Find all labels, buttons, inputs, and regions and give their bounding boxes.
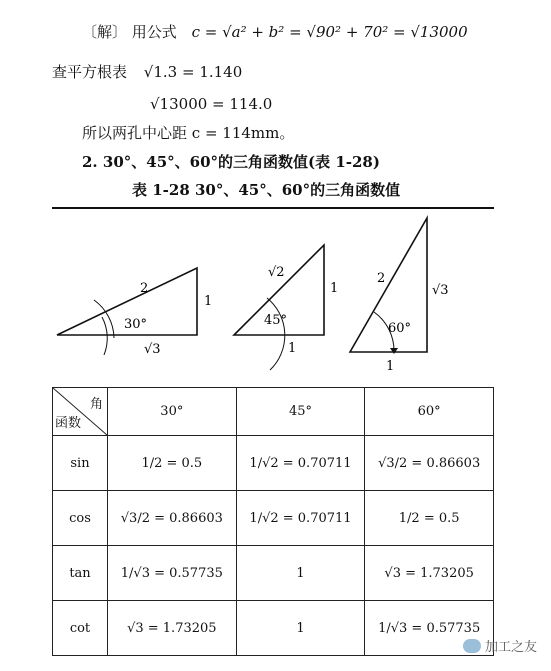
sin-45: 1/√2 = 0.70711 (236, 436, 365, 491)
triangle-45 (234, 245, 338, 370)
t60-opp: √3 (432, 283, 449, 298)
t30-angle: 30° (124, 317, 148, 332)
t60-angle: 60° (388, 321, 412, 336)
fn-name: cot (53, 601, 108, 656)
table-title-text: 表 1-28 30°、45°、60°的三角函数值 (132, 181, 401, 199)
lookup-label: 查平方根表 (52, 63, 128, 81)
table-row-cos (53, 491, 494, 546)
section-heading-text: 2. 30°、45°、60°的三角函数值(表 1-28) (82, 153, 380, 171)
t30-opp: 1 (204, 294, 213, 309)
sin-60: √3/2 = 0.86603 (365, 436, 494, 491)
fn-name: cos (53, 491, 108, 546)
t45-hyp: √2 (268, 265, 285, 280)
tan-60: √3 = 1.73205 (365, 546, 494, 601)
triangle-60 (350, 218, 449, 374)
table-title (132, 180, 400, 200)
t60-adj: 1 (386, 359, 395, 374)
solution-line-4 (82, 123, 294, 143)
t60-hyp: 2 (377, 271, 386, 286)
cos-60: 1/2 = 0.5 (365, 491, 494, 546)
t30-hyp: 2 (140, 281, 149, 296)
table-row-tan (53, 546, 494, 601)
solution-line-3 (150, 94, 272, 114)
corner-cell (53, 388, 108, 436)
conclusion: 所以两孔中心距 c = 114mm。 (82, 124, 295, 142)
sin-30: 1/2 = 0.5 (108, 436, 237, 491)
cot-60: 1/√3 = 0.57735 (365, 601, 494, 656)
tan-45: 1 (236, 546, 365, 601)
corner-bottom: 函数 (55, 416, 82, 431)
fn-name: sin (53, 436, 108, 491)
fn-name: tan (53, 546, 108, 601)
col-30: 30° (108, 388, 237, 436)
sqrt-1-3: √1.3 = 1.140 (143, 63, 243, 81)
solution-line-2 (52, 62, 242, 82)
trig-table (52, 387, 494, 656)
wechat-icon (463, 639, 481, 653)
formula-pythagoras: c = √a² + b² = √90² + 70² = √13000 (191, 23, 468, 41)
watermark-text: 加工之友 (484, 640, 537, 655)
corner-top: 角 (89, 397, 103, 412)
tan-30: 1/√3 = 0.57735 (108, 546, 237, 601)
top-rule (52, 207, 494, 209)
cos-45: 1/√2 = 0.70711 (236, 491, 365, 546)
cot-30: √3 = 1.73205 (108, 601, 237, 656)
cot-45: 1 (236, 601, 365, 656)
triangle-diagrams (52, 210, 494, 380)
solution-line-1 (82, 22, 468, 42)
cos-30: √3/2 = 0.86603 (108, 491, 237, 546)
sqrt-13000: √13000 = 114.0 (150, 95, 273, 113)
solution-prefix: 〔解〕 用公式 (82, 23, 177, 41)
table-row-sin (53, 436, 494, 491)
triangle-30 (57, 268, 212, 357)
t45-angle: 45° (264, 313, 288, 328)
col-45: 45° (236, 388, 365, 436)
table-header-row (53, 388, 494, 436)
t45-adj: 1 (288, 341, 297, 356)
col-60: 60° (365, 388, 494, 436)
table-row-cot (53, 601, 494, 656)
section-heading (82, 152, 380, 172)
t30-adj: √3 (144, 342, 161, 357)
t45-opp: 1 (330, 281, 339, 296)
watermark (463, 636, 537, 655)
